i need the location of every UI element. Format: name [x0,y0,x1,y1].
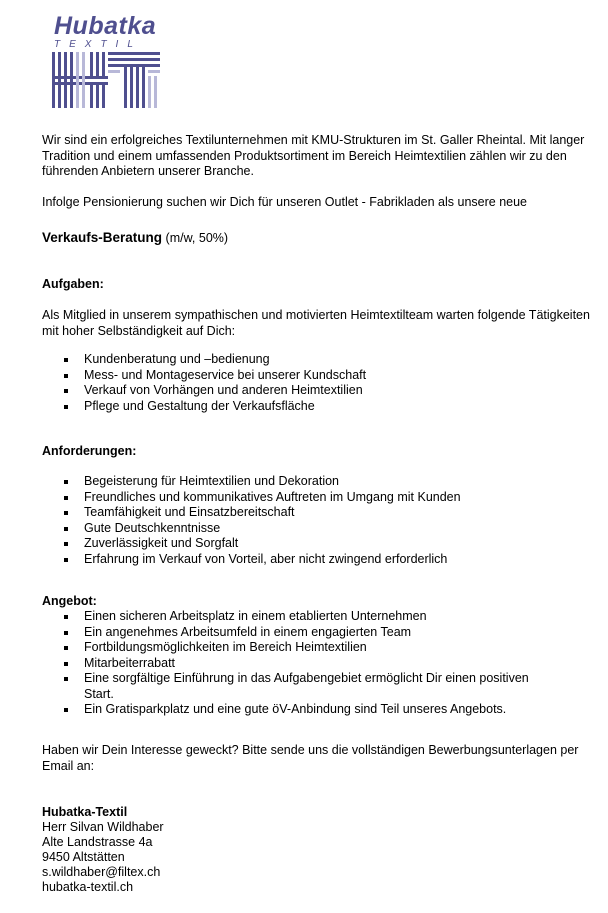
contact-website[interactable]: hubatka-textil.ch [42,880,134,894]
list-item: Fortbildungsmöglichkeiten im Bereich Heimtextilien [42,640,590,656]
company-logo [40,8,172,112]
logo-wordmark: Hubatka [54,12,157,40]
list-item: Mess- und Montageservice bei unserer Kundschaft [42,368,590,384]
contact-block [42,805,590,895]
search-paragraph: Infolge Pensionierung suchen wir Dich für unseren Outlet - Fabrikladen als unsere neue [42,195,527,209]
list-item: Begeisterung für Heimtextilien und Dekoration [42,474,590,490]
list-item: Teamfähigkeit und Einsatzbereitschaft [42,505,590,521]
list-item: Ein Gratisparkplatz und eine gute öV-Anbindung sind Teil unseres Angebots. [42,702,590,718]
list-item: Zuverlässigkeit und Sorgfalt [42,536,590,552]
logo-subtitle: TEXTIL [54,39,142,50]
list-item: Freundliches und kommunikatives Auftreten im Umgang mit Kunden [42,490,590,506]
intro-paragraph: Wir sind ein erfolgreiches Textilunternehmen mit KMU-Strukturen im St. Galler Rheintal. Mit langer Tradition und einem umfassenden Produktsortiment im Bereich Heimtextilien zählen wir zu den führenden Anbietern unserer Branche. [42,133,585,178]
job-title-line [42,230,590,247]
aufgaben-heading: Aufgaben: [42,277,104,291]
angebot-heading: Angebot: [42,594,97,608]
list-item: Gute Deutschkenntnisse [42,521,590,537]
list-item: Pflege und Gestaltung der Verkaufsfläche [42,399,590,415]
list-item: Verkauf von Vorhängen und anderen Heimtextilien [42,383,590,399]
anforderungen-list [42,474,590,567]
list-item: Mitarbeiterrabatt [42,656,590,672]
aufgaben-lead: Als Mitglied in unserem sympathischen und motivierten Heimtextilteam warten folgende Tätigkeiten mit hoher Selbständigkeit auf Dich: [42,308,590,338]
contact-company: Hubatka-Textil [42,805,128,819]
contact-street: Alte Landstrasse 4a [42,835,153,849]
list-item: Erfahrung im Verkauf von Vorteil, aber nicht zwingend erforderlich [42,552,590,568]
contact-city: 9450 Altstätten [42,850,125,864]
logo-graphic-icon [40,50,172,112]
job-meta: (m/w, 50%) [165,231,229,245]
aufgaben-list [42,352,590,414]
list-item: Einen sicheren Arbeitsplatz in einem etablierten Unternehmen [42,609,590,625]
list-item: Kundenberatung und –bedienung [42,352,590,368]
contact-email[interactable]: s.wildhaber@filtex.ch [42,865,161,879]
contact-person: Herr Silvan Wildhaber [42,820,164,834]
list-item: Eine sorgfältige Einführung in das Aufgabengebiet ermöglicht Dir einen positiven Start. [42,671,590,702]
job-title: Verkaufs-Beratung [42,230,163,245]
list-item: Ein angenehmes Arbeitsumfeld in einem engagierten Team [42,625,590,641]
angebot-list [42,609,590,718]
anforderungen-heading: Anforderungen: [42,444,137,458]
closing-paragraph: Haben wir Dein Interesse geweckt? Bitte sende uns die vollständigen Bewerbungsunterlagen per Email an: [42,743,579,773]
